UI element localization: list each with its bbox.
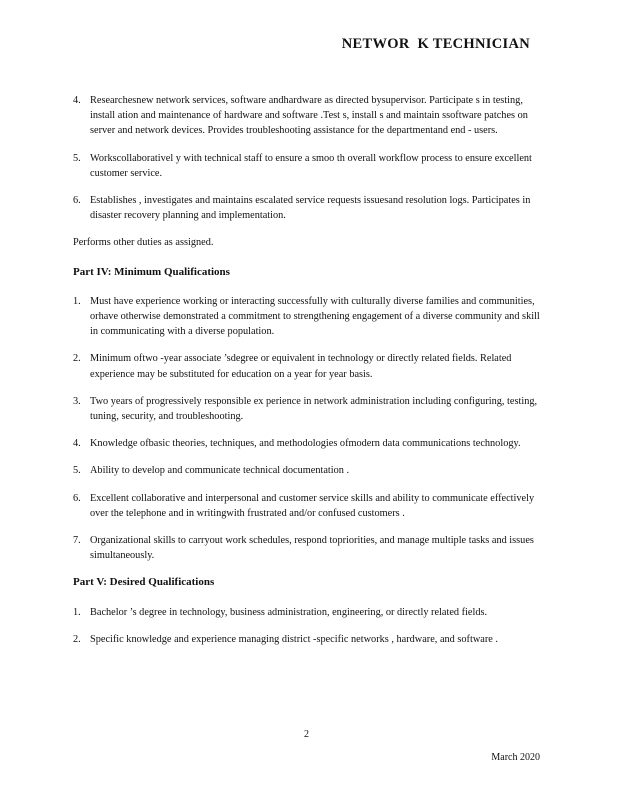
item-number: 1. — [73, 295, 81, 307]
item-text: Minimum oftwo -year associate ’sdegree or equivalent in technology or directly related fields. Related experience may be substituted for education on a year for year basis. — [90, 353, 512, 380]
list-item — [73, 533, 540, 563]
item-text: Knowledge ofbasic theories, techniques, and methodologies ofmodern data communications technology. — [90, 438, 521, 450]
list-item — [73, 294, 540, 340]
item-text: Two years of progressively responsible ex perience in network administration including configuring, testing, tuning, security, and troubleshooting. — [90, 395, 538, 423]
item-text: Establishes , investigates and maintains escalated service requests issuesand resolution logs. Participates in disaster recovery planning and implementation. — [90, 195, 531, 222]
list-item — [73, 436, 540, 451]
item-number: 7. — [73, 535, 81, 547]
item-number: 2. — [73, 633, 81, 645]
item-text: Ability to develop and communicate technical documentation . — [90, 465, 350, 477]
item-number: 3. — [73, 395, 81, 407]
item-number: 4. — [73, 95, 81, 106]
footer-date: March 2020 — [491, 752, 540, 763]
item-number: 6. — [73, 195, 81, 207]
list-item — [73, 394, 540, 424]
item-number: 1. — [73, 606, 81, 618]
list-item — [73, 463, 540, 478]
item-text: Workscollaborativel y with technical staff to ensure a smoo th overall workflow process to ensure excellent customer service. — [90, 152, 532, 179]
item-text: Must have experience working or interacting successfully with culturally diverse families and communities, orhave otherwise demonstrated a commitment to strengthening engagement of a diverse community and skill in communicating with a diverse population. — [90, 295, 540, 338]
list-item — [73, 605, 540, 620]
section-heading-part-iv: Part IV: Minimum Qualifications — [73, 265, 230, 278]
document-title: NETWOR K TECHNICIAN — [341, 36, 530, 52]
item-number: 4. — [73, 438, 81, 450]
list-item — [73, 351, 540, 381]
item-text: Excellent collaborative and interpersonal and customer service skills and ability to communicate effectively over the telephone and in writingwith frustrated and/or confused customers . — [90, 492, 535, 519]
list-item — [73, 632, 540, 647]
item-text: Specific knowledge and experience managing district -specific networks , hardware, and software . — [90, 633, 498, 645]
document-body — [73, 93, 540, 659]
item-number: 2. — [73, 353, 81, 365]
item-text: Organizational skills to carryout work schedules, respond topriorities, and manage multiple tasks and issues simultaneously. — [90, 535, 534, 562]
section-heading-part-v: Part V: Desired Qualifications — [73, 576, 215, 589]
other-duties-text: Performs other duties as assigned. — [73, 237, 214, 249]
item-text: Researchesnew network services, software andhardware as directed bysupervisor. Participate s in testing, install ation and maintenance of hardware and software .Test s, install s and maintain ssoftware patches on server and network devices. Provides troubleshooting assistance for the departmentand end - users. — [90, 95, 528, 137]
item-text: Bachelor ’s degree in technology, business administration, engineering, or directly related fields. — [90, 606, 488, 618]
list-item — [73, 93, 540, 139]
item-number: 5. — [73, 465, 81, 477]
item-number: 5. — [73, 152, 81, 164]
item-number: 6. — [73, 492, 81, 504]
list-item — [73, 491, 540, 521]
list-item — [73, 151, 540, 181]
list-item — [73, 193, 540, 223]
page-number: 2 — [304, 729, 309, 740]
